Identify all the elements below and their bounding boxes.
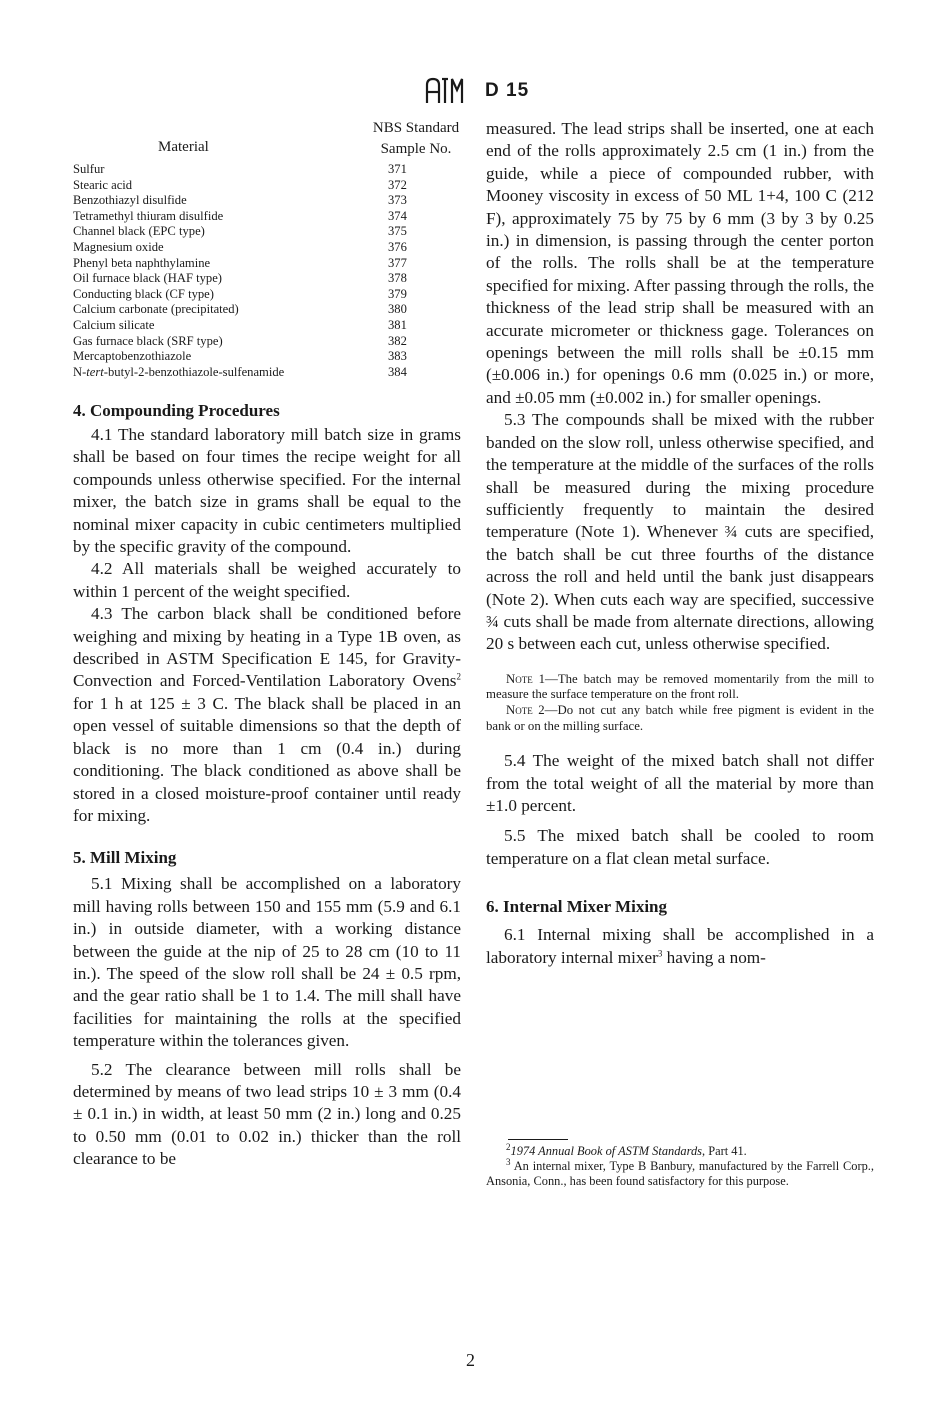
- table-row: [73, 178, 473, 194]
- sample-number-cell: 383: [388, 349, 407, 364]
- material-cell: Phenyl beta naphthylamine: [73, 255, 211, 270]
- footnote-2: $^2$1974 Annual Book of ASTM Standards, Part 41.: [506, 1141, 747, 1158]
- table-row: [73, 209, 473, 225]
- table-header-nbs: NBS Standard Sample No.: [372, 120, 460, 157]
- material-cell: Sulfur: [73, 162, 105, 176]
- sample-number-cell: 377: [388, 255, 407, 270]
- section-5-heading: 5. Mill Mixing: [73, 848, 177, 868]
- material-cell: Tetramethyl thiuram disulfide: [73, 208, 224, 223]
- sample-number-cell: 372: [388, 177, 407, 192]
- paragraph-4-2: 4.2 All materials shall be weighed accurately to within 1 percent of the weight specified.: [73, 559, 461, 601]
- table-row: [73, 287, 473, 303]
- sample-number-cell: 373: [388, 193, 407, 208]
- material-cell: Mercaptobenzothiazole: [73, 349, 192, 364]
- note-1: Note 1—The batch may be removed momentarily from the mill to measure the surface temperature on the front roll.: [486, 671, 874, 702]
- material-cell: Magnesium oxide: [73, 239, 164, 254]
- table-row: [73, 302, 473, 318]
- material-cell: Calcium carbonate (precipitated): [73, 302, 239, 317]
- paragraph-4-1: 4.1 The standard laboratory mill batch size in grams shall be based on four times the recipe weight for all compounds unless otherwise specified. For the internal mixer, the batch size in grams shall be equal to the nominal mixer capacity in cubic centimeters multiplied by the specific gravity of the compound.: [73, 425, 461, 557]
- material-cell: Benzothiazyl disulfide: [73, 193, 187, 208]
- section-6-heading: 6. Internal Mixer Mixing: [486, 897, 667, 917]
- material-cell: N-tert-butyl-2-benzothiazole-sulfenamide: [73, 364, 285, 379]
- paragraph-5-3: 5.3 The compounds shall be mixed with the rubber banded on the slow roll, unless otherwise specified, and the temperature at the middle of the surfaces of the rolls shall be measured during the mixing procedure sufficiently frequently to maintain the desired temperature (Note 1). Whenever ¾ cuts are specified, the batch shall be cut three fourths of the distance across the roll and held until the bank just disappears (Note 2). When cuts each way are specified, successive ¾ cuts shall be made from alternate directions, allowing 20 s between each cut, unless otherwise specified.: [486, 410, 874, 654]
- material-cell: Stearic acid: [73, 177, 133, 192]
- paragraph-5-2-continued: measured. The lead strips shall be inserted, one at each end of the rolls approximately 2.5 cm (1 in.) from the guide, while a piece of compounded rubber, with Mooney viscosity in excess of 50 ML 1+4, 100 C (212 F), approximately 75 by 75 by 6 mm (3 by 3 by 0.25 in.) in dimension, is passing through the center porton of the rolls. The rolls shall be at the temperature specified for mixing. After passing through the rolls, the thickness of the lead strip shall be measured with an accurate micrometer or thickness gage. Tolerances on openings between the mill rolls shall be ±0.15 mm (±0.006 in.) for openings 0.6 mm (0.025 in.) or more, and ±0.05 mm (±0.002 in.) for smaller openings.: [486, 119, 874, 407]
- astm-logo-icon: [424, 76, 466, 106]
- paragraph-6-1: 6.1 Internal mixing shall be accomplished in a laboratory internal mixer$^3$ having a nom-: [486, 925, 874, 967]
- table-row: [73, 349, 473, 365]
- sample-number-cell: 374: [388, 208, 407, 223]
- table-body: [73, 162, 473, 380]
- footnote-divider: [508, 1139, 568, 1140]
- page-number: 2: [466, 1350, 475, 1370]
- document-number: D 15: [485, 80, 530, 101]
- footnote-3: $^3$ An internal mixer, Type B Banbury, manufactured by the Farrell Corp., Ansonia, Conn., has been found satisfactory for this purpose.: [486, 1156, 874, 1188]
- nbs-sample-table: [73, 118, 473, 380]
- paragraph-5-4: 5.4 The weight of the mixed batch shall not differ from the total weight of all the material by more than ±1.0 percent.: [486, 751, 874, 815]
- sample-number-cell: 379: [388, 286, 407, 301]
- right-column: [486, 118, 874, 1188]
- section-4-heading: 4. Compounding Procedures: [73, 401, 280, 420]
- paragraph-5-2-start: 5.2 The clearance between mill rolls shall be determined by means of two lead strips 10 ± 3 mm (0.4 ± 0.1 in.) in width, at least 50 mm (2 in.) long and 0.25 to 0.50 mm (0.01 to 0.02 in.) thicker than the roll clearance to be: [73, 1059, 461, 1169]
- material-cell: Conducting black (CF type): [73, 286, 214, 301]
- table-row: [73, 224, 473, 240]
- table-row: [73, 256, 473, 272]
- table-row: [73, 271, 473, 287]
- material-cell: Channel black (EPC type): [73, 224, 205, 239]
- note-2: Note 2—Do not cut any batch while free pigment is evident in the bank or on the milling surface.: [486, 702, 874, 733]
- table-row: [73, 318, 473, 334]
- sample-number-cell: 375: [388, 224, 407, 239]
- left-column: [73, 118, 461, 1171]
- table-header-material: Material: [158, 139, 209, 155]
- sample-number-cell: 381: [388, 317, 407, 332]
- page-header: [0, 72, 950, 112]
- sample-number-cell: 382: [388, 333, 407, 348]
- material-cell: Calcium silicate: [73, 317, 155, 332]
- sample-number-cell: 376: [388, 239, 407, 254]
- sample-number-cell: 380: [388, 302, 407, 317]
- sample-number-cell: 371: [388, 162, 407, 176]
- table-row: [73, 162, 473, 178]
- table-row: [73, 240, 473, 256]
- paragraph-5-5: 5.5 The mixed batch shall be cooled to room temperature on a flat clean metal surface.: [486, 826, 874, 868]
- table-row: [73, 334, 473, 350]
- table-row: [73, 365, 473, 381]
- sample-number-cell: 384: [388, 364, 407, 379]
- material-cell: Oil furnace black (HAF type): [73, 271, 222, 286]
- table-row: [73, 193, 473, 209]
- paragraph-4-3: 4.3 The carbon black shall be conditioned before weighing and mixing by heating in a Type 1B oven, as described in ASTM Specification E 145, for Gravity-Convection and Forced-Ventilation Laboratory Ovens$^2$ for 1 h at 125 ± 3 C. The black shall be placed in an open vessel of suitable dimensions so that the depth of black is no more than 1 cm (0.4 in.) during conditioning. The black conditioned as above shall be stored in a closed moisture-proof container until ready for mixing.: [73, 604, 461, 825]
- paragraph-5-1: 5.1 Mixing shall be accomplished on a laboratory mill having rolls between 150 and 155 mm (5.9 and 6.1 in.) in outside diameter, with a working distance between the guide at the nip of 25 to 28 cm (10 to 11 in.). The speed of the slow roll shall be 24 ± 0.5 rpm, and the gear ratio shall be 1 to 1.4. The mill shall have facilities for maintaining the rolls at the specified temperature within the tolerances given.: [73, 874, 461, 1051]
- material-cell: Gas furnace black (SRF type): [73, 333, 223, 348]
- sample-number-cell: 378: [388, 271, 407, 286]
